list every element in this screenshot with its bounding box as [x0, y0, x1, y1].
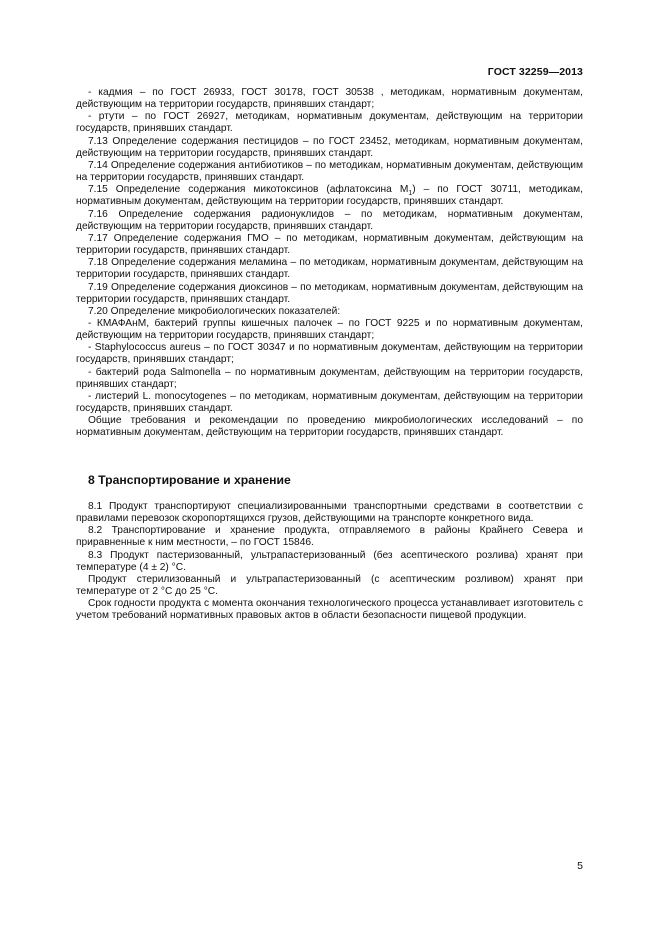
paragraph-7-17: 7.17 Определение содержания ГМО – по методикам, нормативным документам, действующим на территории государств, принявших стандарт.: [76, 232, 583, 257]
paragraph-7-15-part2: ) – по ГОСТ 30711, методикам, нормативным документам, действующим на территории государств, принявших стандарт.: [76, 184, 583, 208]
paragraph-7-19: 7.19 Определение содержания диоксинов – по методикам, нормативным документам, действующим на территории государств, принявших стандарт.: [76, 281, 583, 305]
paragraph-7-14: 7.14 Определение содержания антибиотиков – по методикам, нормативным документам, действующим на территории государств, принявших стандарт.: [76, 159, 583, 184]
section-8-text-block: [76, 501, 583, 623]
paragraph-7-20: 7.20 Определение микробиологических показателей:: [88, 305, 341, 317]
paragraph-listeria: - листерий L. monocytogenes – по методикам, нормативным документам, действующим на территории государств, принявших стандарт.: [76, 390, 583, 415]
paragraph-7-13: 7.13 Определение содержания пестицидов – по ГОСТ 23452, методикам, нормативным документам, действующим на территории государств, принявших стандарт.: [76, 135, 583, 159]
paragraph-7-16: 7.16 Определение содержания радионуклидов – по методикам, нормативным документам, действующим на территории государств, принявших стандарт.: [76, 208, 583, 232]
document-code-header: ГОСТ 32259—2013: [487, 66, 583, 78]
paragraph-salmonella: - бактерий рода Salmonella – по нормативным документам, действующим на территории государств, принявших стандарт;: [76, 366, 583, 390]
paragraph-sterilized-storage: Продукт стерилизованный и ультрапастеризованный (с асептическим розливом) хранят при температуре от 2 °C до 25 °C.: [76, 573, 583, 598]
page-number: 5: [577, 860, 583, 872]
paragraph-cadmium: - кадмия – по ГОСТ 26933, ГОСТ 30178, ГОСТ 30538 , методикам, нормативным документам, действующим на территории государств, принявших стандарт;: [76, 87, 583, 111]
paragraph-mercury: - ртути – по ГОСТ 26927, методикам, нормативным документам, действующим на территории государств, принявших стандарт.: [76, 111, 583, 135]
paragraph-7-15-subscript: 1: [408, 190, 413, 198]
paragraph-8-1: 8.1 Продукт транспортируют специализированными транспортными средствами в соответствии с правилами перевозок скоропортящихся грузов, действующими на транспорте конкретного вида.: [76, 501, 583, 525]
paragraph-8-3: 8.3 Продукт пастеризованный, ультрапастеризованный (без асептического розлива) хранят при температуре (4 ± 2) °C.: [76, 549, 583, 573]
paragraph-kmafanm: - КМАФАнМ, бактерий группы кишечных палочек – по ГОСТ 9225 и по нормативным документам, действующим на территории государств, принявших стандарт;: [76, 317, 583, 342]
paragraph-8-2: 8.2 Транспортирование и хранение продукта, отправляемого в районы Крайнего Севера и приравненные к ним местности, – по ГОСТ 15846.: [76, 525, 583, 549]
section-8-heading: 8 Транспортирование и хранение: [88, 473, 291, 487]
paragraph-staphylococcus: - Staphylococcus aureus – по ГОСТ 30347 и по нормативным документам, действующим на территории государств, принявших стандарт;: [76, 342, 583, 366]
paragraph-shelf-life: Срок годности продукта с момента окончания технологического процесса устанавливает изготовитель с учетом требований нормативных правовых актов в области безопасности пищевой продукции.: [76, 598, 583, 622]
paragraph-general-requirements: Общие требования и рекомендации по проведению микробиологических исследований – по нормативным документам, действующим на территории государств, принявших стандарт.: [76, 415, 583, 439]
paragraph-7-15: [76, 184, 583, 208]
main-text-block: [76, 87, 583, 440]
paragraph-7-15-part1: 7.15 Определение содержания микотоксинов (афлатоксина M: [88, 184, 409, 196]
paragraph-7-18: 7.18 Определение содержания меламина – по методикам, нормативным документам, действующим на территории государств, принявших стандарт.: [76, 257, 583, 281]
